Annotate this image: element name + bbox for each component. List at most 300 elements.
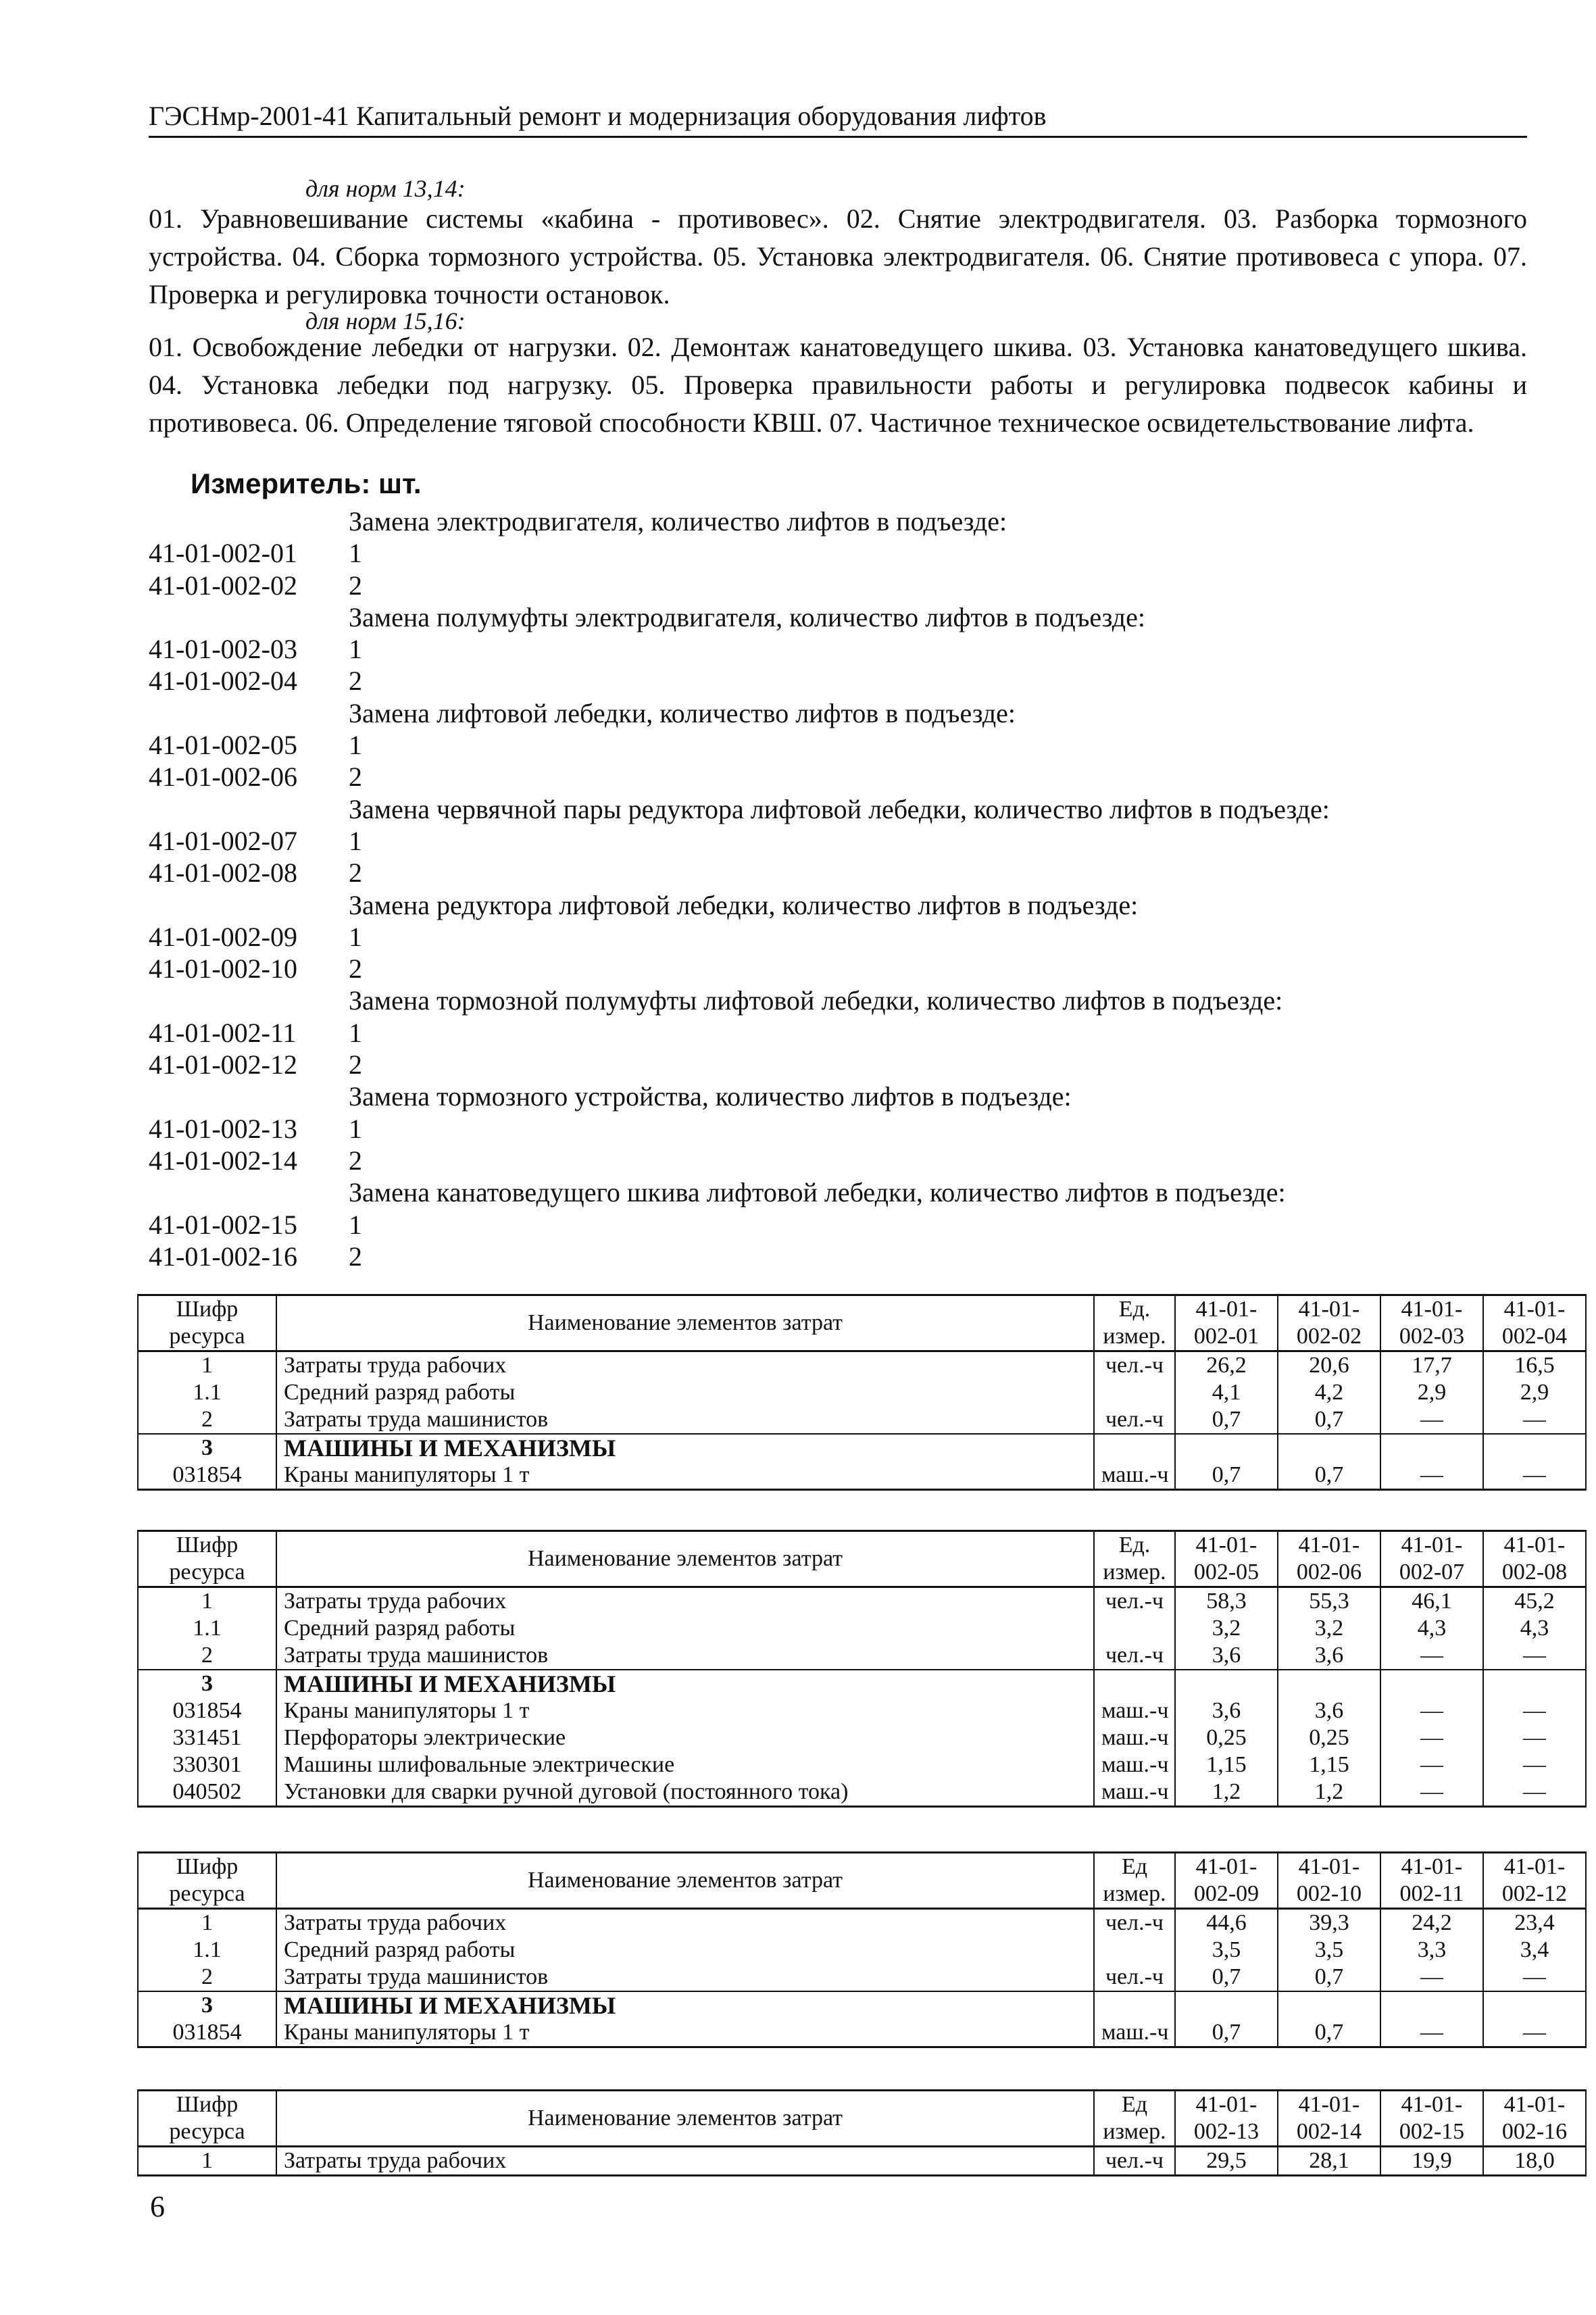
header-norm-code-line1: 41-01- [1503, 1854, 1566, 1879]
norm-code: 41-01-002-13 [149, 1113, 297, 1144]
table-row [138, 1379, 1586, 1406]
header-cost-name: Наименование элементов затрат [276, 2091, 1094, 2147]
header-resource-line2: ресурса [169, 1881, 245, 1906]
header-resource-code [138, 1531, 276, 1587]
cost-name: Краны манипуляторы 1 т [276, 2019, 1094, 2047]
header-norm-code-line1: 41-01- [1195, 2092, 1257, 2117]
header-norm-code-line1: 41-01- [1401, 1297, 1463, 1322]
value-cell: — [1483, 1642, 1586, 1670]
header-norm-code-line2: 002-14 [1296, 2119, 1362, 2144]
header-norm-code [1278, 1531, 1380, 1587]
unit-cell: маш.-ч [1094, 1751, 1175, 1778]
table-row [138, 1462, 1586, 1490]
cost-name: Средний разряд работы [276, 1937, 1094, 1964]
resource-table-09-12 [137, 1851, 1587, 2048]
cost-name: Перфораторы электрические [276, 1724, 1094, 1751]
value-cell [1380, 1991, 1483, 2019]
value-cell: — [1483, 1778, 1586, 1807]
resource-code: 040502 [138, 1778, 276, 1807]
header-norm-code-line1: 41-01- [1298, 1533, 1360, 1558]
code-row [149, 729, 1527, 761]
value-cell: 16,5 [1483, 1351, 1586, 1380]
group-title: Замена редуктора лифтовой лебедки, количество лифтов в подъезде: [349, 889, 1139, 920]
header-norm-code-line1: 41-01- [1503, 1533, 1566, 1558]
header-unit-line1: Ед [1121, 1854, 1148, 1879]
header-norm-code [1483, 1853, 1586, 1909]
value-cell: 23,4 [1483, 1909, 1586, 1937]
resource-code: 1.1 [138, 1937, 276, 1964]
value-cell: — [1483, 1964, 1586, 1991]
value-cell: 0,7 [1175, 2019, 1278, 2047]
value-cell: — [1483, 1697, 1586, 1724]
norm-code: 41-01-002-07 [149, 825, 297, 856]
value-cell: 3,5 [1175, 1937, 1278, 1964]
header-norm-code [1175, 1853, 1278, 1909]
header-cost-name: Наименование элементов затрат [276, 1295, 1094, 1351]
norm-code: 41-01-002-15 [149, 1209, 297, 1240]
value-cell: — [1483, 1724, 1586, 1751]
header-norm-code [1175, 1295, 1278, 1351]
value-cell: 39,3 [1278, 1909, 1380, 1937]
section-name: МАШИНЫ И МЕХАНИЗМЫ [276, 1991, 1094, 2019]
measure-unit: Измеритель: шт. [191, 468, 422, 499]
header-norm-code-line2: 002-01 [1193, 1324, 1260, 1349]
lift-count: 2 [349, 762, 362, 793]
norm-code: 41-01-002-06 [149, 762, 297, 793]
header-resource-line2: ресурса [169, 1560, 245, 1585]
header-norm-code-line2: 002-15 [1399, 2119, 1465, 2144]
group-title: Замена канатоведущего шкива лифтовой лебедки, количество лифтов в подъезде: [349, 1177, 1286, 1208]
resource-code: 2 [138, 1406, 276, 1434]
value-cell: 3,4 [1483, 1937, 1586, 1964]
value-cell: — [1380, 1406, 1483, 1434]
code-row [149, 1049, 1527, 1080]
value-cell: 3,6 [1278, 1697, 1380, 1724]
section-row [138, 1434, 1586, 1462]
unit-cell: маш.-ч [1094, 2019, 1175, 2047]
norm-code: 41-01-002-10 [149, 953, 297, 985]
code-row [149, 633, 1527, 665]
table-row [138, 1351, 1586, 1380]
resource-table-01-04 [137, 1294, 1587, 1491]
value-cell: 29,5 [1175, 2147, 1278, 2176]
header-norm-code-line2: 002-16 [1501, 2119, 1568, 2144]
value-cell: 55,3 [1278, 1587, 1380, 1616]
value-cell: 45,2 [1483, 1587, 1586, 1616]
value-cell [1483, 1434, 1586, 1462]
header-unit [1094, 1531, 1175, 1587]
value-cell: 0,7 [1278, 2019, 1380, 2047]
unit-cell: чел.-ч [1094, 2147, 1175, 2176]
table-header-row [138, 2091, 1586, 2147]
unit-cell: маш.-ч [1094, 1724, 1175, 1751]
value-cell: 0,7 [1278, 1964, 1380, 1991]
header-resource-code [138, 2091, 276, 2147]
header-cost-name: Наименование элементов затрат [276, 1531, 1094, 1587]
group-title: Замена тормозной полумуфты лифтовой лебедки, количество лифтов в подъезде: [349, 985, 1283, 1016]
work-description-15-16: 01. Освобождение лебедки от нагрузки. 02. Демонтаж канатоведущего шкива. 03. Установка канатоведущего шкива. 04. Установка лебедки под нагрузку. 05. Проверка правильности работы и регулировка подвесок кабины и противовеса. 06. Определение тяговой способности КВШ. 07. Частичное техническое освидетельствование лифта. [149, 332, 1527, 438]
header-norm-code [1483, 2091, 1586, 2147]
unit-cell: чел.-ч [1094, 1587, 1175, 1616]
value-cell [1380, 1670, 1483, 1697]
norm-code: 41-01-002-04 [149, 666, 297, 697]
header-norm-code [1175, 1531, 1278, 1587]
header-norm-code [1278, 2091, 1380, 2147]
table-row [138, 1964, 1586, 1991]
page-header: ГЭСНмр-2001-41 Капитальный ремонт и модернизация оборудования лифтов [149, 100, 1527, 138]
resource-code: 1.1 [138, 1615, 276, 1642]
cost-name: Затраты труда машинистов [276, 1964, 1094, 1991]
header-resource-code [138, 1853, 276, 1909]
norm-code: 41-01-002-08 [149, 857, 297, 889]
header-norm-code-line2: 002-05 [1193, 1560, 1260, 1585]
resource-code: 3 [138, 1670, 276, 1697]
norm-code: 41-01-002-09 [149, 921, 297, 952]
value-cell: 3,6 [1175, 1642, 1278, 1670]
header-norm-code-line2: 002-08 [1501, 1560, 1568, 1585]
value-cell: 3,6 [1278, 1642, 1380, 1670]
section-name: МАШИНЫ И МЕХАНИЗМЫ [276, 1434, 1094, 1462]
cost-name: Затраты труда машинистов [276, 1406, 1094, 1434]
cost-name: Средний разряд работы [276, 1615, 1094, 1642]
header-resource-line2: ресурса [169, 1324, 245, 1349]
unit-cell [1094, 1434, 1175, 1462]
value-cell: — [1483, 1406, 1586, 1434]
norm-code: 41-01-002-16 [149, 1241, 297, 1272]
header-norm-code-line2: 002-13 [1193, 2119, 1260, 2144]
header-norm-code [1380, 2091, 1483, 2147]
value-cell: 24,2 [1380, 1909, 1483, 1937]
lift-count: 2 [349, 666, 362, 697]
code-row [149, 537, 1527, 569]
header-norm-code-line2: 002-09 [1193, 1881, 1260, 1906]
value-cell: 0,7 [1278, 1406, 1380, 1434]
header-norm-code-line1: 41-01- [1195, 1297, 1257, 1322]
unit-cell: маш.-ч [1094, 1697, 1175, 1724]
header-norm-code [1380, 1531, 1483, 1587]
norms-note-13-14: для норм 13,14: [305, 175, 466, 202]
header-norm-code-line1: 41-01- [1401, 2092, 1463, 2117]
table-row [138, 1697, 1586, 1724]
value-cell: — [1380, 1964, 1483, 1991]
table-row [138, 1724, 1586, 1751]
value-cell: — [1380, 1724, 1483, 1751]
group-title: Замена червячной пары редуктора лифтовой лебедки, количество лифтов в подъезде: [349, 793, 1330, 824]
value-cell: 2,9 [1483, 1379, 1586, 1406]
code-row [149, 1017, 1527, 1049]
lift-count: 2 [349, 857, 362, 889]
page-number: 6 [150, 2190, 165, 2223]
unit-cell [1094, 1670, 1175, 1697]
value-cell: 3,5 [1278, 1937, 1380, 1964]
resource-code: 2 [138, 1642, 276, 1670]
header-norm-code-line2: 002-07 [1399, 1560, 1465, 1585]
unit-cell: чел.-ч [1094, 1642, 1175, 1670]
value-cell: — [1380, 1778, 1483, 1807]
value-cell: — [1380, 1462, 1483, 1490]
value-cell [1380, 1434, 1483, 1462]
lift-count: 1 [349, 1017, 362, 1048]
header-norm-code-line2: 002-06 [1296, 1560, 1362, 1585]
table-row [138, 1406, 1586, 1434]
header-norm-code-line2: 002-11 [1399, 1881, 1464, 1906]
unit-cell: чел.-ч [1094, 1909, 1175, 1937]
value-cell: 17,7 [1380, 1351, 1483, 1380]
value-cell: 4,3 [1380, 1615, 1483, 1642]
value-cell: — [1380, 2019, 1483, 2047]
value-cell: — [1380, 1642, 1483, 1670]
value-cell: 0,7 [1175, 1964, 1278, 1991]
value-cell [1175, 1670, 1278, 1697]
code-row [149, 857, 1527, 889]
header-unit-line1: Ед. [1118, 1297, 1151, 1322]
value-cell: — [1483, 2019, 1586, 2047]
resource-table-05-08 [137, 1530, 1587, 1808]
section-row [138, 1670, 1586, 1697]
unit-cell [1094, 1991, 1175, 2019]
resource-table-13-16 [137, 2089, 1587, 2176]
lift-count: 1 [349, 825, 362, 856]
header-norm-code-line1: 41-01- [1298, 1297, 1360, 1322]
value-cell: 4,3 [1483, 1615, 1586, 1642]
resource-code: 330301 [138, 1751, 276, 1778]
table-header-row [138, 1853, 1586, 1909]
header-norm-code [1380, 1853, 1483, 1909]
table-row [138, 1615, 1586, 1642]
value-cell: 1,15 [1278, 1751, 1380, 1778]
table-header-row [138, 1531, 1586, 1587]
header-resource-line1: Шифр [176, 1854, 239, 1879]
value-cell: 3,2 [1278, 1615, 1380, 1642]
cost-name: Затраты труда рабочих [276, 1909, 1094, 1937]
header-norm-code [1483, 1531, 1586, 1587]
header-norm-code-line2: 002-10 [1296, 1881, 1362, 1906]
header-resource-code [138, 1295, 276, 1351]
header-resource-line1: Шифр [176, 1533, 239, 1558]
header-norm-code [1278, 1295, 1380, 1351]
value-cell: — [1483, 1751, 1586, 1778]
header-resource-line1: Шифр [176, 2092, 239, 2117]
lift-count: 2 [349, 1145, 362, 1176]
table-row [138, 1909, 1586, 1937]
value-cell: 1,2 [1278, 1778, 1380, 1807]
lift-count: 1 [349, 730, 362, 761]
norm-code: 41-01-002-01 [149, 538, 297, 569]
header-norm-code-line2: 002-02 [1296, 1324, 1362, 1349]
resource-code: 1 [138, 2147, 276, 2176]
header-unit-line2: измер. [1103, 1560, 1166, 1585]
value-cell: — [1483, 1462, 1586, 1490]
cost-name: Затраты труда рабочих [276, 1587, 1094, 1616]
header-norm-code-line1: 41-01- [1195, 1854, 1257, 1879]
header-unit-line2: измер. [1103, 1881, 1166, 1906]
header-norm-code-line2: 002-04 [1501, 1324, 1568, 1349]
value-cell: 46,1 [1380, 1587, 1483, 1616]
code-row [149, 665, 1527, 697]
unit-cell: чел.-ч [1094, 1351, 1175, 1380]
code-row [149, 1209, 1527, 1241]
table-row [138, 2019, 1586, 2047]
value-cell [1483, 1670, 1586, 1697]
work-description-13-14: 01. Уравновешивание системы «кабина - противовес». 02. Снятие электродвигателя. 03. Разборка тормозного устройства. 04. Сборка тормозного устройства. 05. Установка электродвигателя. 06. Снятие противовеса с упора. 07. Проверка и регулировка точности остановок. [149, 203, 1527, 309]
header-norm-code-line1: 41-01- [1503, 1297, 1566, 1322]
header-norm-code-line1: 41-01- [1298, 2092, 1360, 2117]
header-norm-code [1483, 1295, 1586, 1351]
resource-code: 1.1 [138, 1379, 276, 1406]
resource-code: 331451 [138, 1724, 276, 1751]
lift-count: 1 [349, 1209, 362, 1240]
value-cell: 0,7 [1175, 1406, 1278, 1434]
code-row [149, 761, 1527, 793]
resource-code: 2 [138, 1964, 276, 1991]
header-norm-code-line1: 41-01- [1401, 1854, 1463, 1879]
unit-cell [1094, 1615, 1175, 1642]
group-title: Замена электродвигателя, количество лифтов в подъезде: [349, 506, 1007, 537]
value-cell: 58,3 [1175, 1587, 1278, 1616]
cost-name: Средний разряд работы [276, 1379, 1094, 1406]
value-cell: 20,6 [1278, 1351, 1380, 1380]
lift-count: 1 [349, 538, 362, 569]
header-norm-code-line1: 41-01- [1298, 1854, 1360, 1879]
resource-code: 031854 [138, 1462, 276, 1490]
norm-code: 41-01-002-03 [149, 634, 297, 665]
header-norm-code-line1: 41-01- [1503, 2092, 1566, 2117]
header-norm-code [1380, 1295, 1483, 1351]
code-row [149, 570, 1527, 601]
value-cell: 0,7 [1278, 1462, 1380, 1490]
cost-name: Краны манипуляторы 1 т [276, 1462, 1094, 1490]
resource-code: 1 [138, 1587, 276, 1616]
value-cell: 28,1 [1278, 2147, 1380, 2176]
value-cell: 19,9 [1380, 2147, 1483, 2176]
resource-code: 1 [138, 1909, 276, 1937]
header-unit-line1: Ед [1121, 2092, 1148, 2117]
value-cell: 26,2 [1175, 1351, 1278, 1380]
norm-code: 41-01-002-12 [149, 1049, 297, 1080]
value-cell [1278, 1991, 1380, 2019]
header-norm-code-line2: 002-12 [1501, 1881, 1568, 1906]
header-cost-name: Наименование элементов затрат [276, 1853, 1094, 1909]
value-cell [1175, 1434, 1278, 1462]
code-row [149, 1241, 1527, 1272]
table-row [138, 1751, 1586, 1778]
resource-code: 1 [138, 1351, 276, 1380]
header-norm-code-line1: 41-01- [1195, 1533, 1257, 1558]
value-cell: 0,25 [1175, 1724, 1278, 1751]
value-cell [1278, 1434, 1380, 1462]
lift-count: 1 [349, 634, 362, 665]
table-row [138, 1642, 1586, 1670]
header-unit [1094, 2091, 1175, 2147]
value-cell: 18,0 [1483, 2147, 1586, 2176]
resource-code: 031854 [138, 2019, 276, 2047]
header-unit-line1: Ед. [1118, 1533, 1151, 1558]
norms-note-15-16: для норм 15,16: [305, 307, 466, 334]
cost-name: Установки для сварки ручной дуговой (постоянного тока) [276, 1778, 1094, 1807]
lift-count: 2 [349, 1241, 362, 1272]
header-unit [1094, 1853, 1175, 1909]
lift-count: 1 [349, 1113, 362, 1144]
value-cell: 44,6 [1175, 1909, 1278, 1937]
value-cell: 3,2 [1175, 1615, 1278, 1642]
table-row [138, 1778, 1586, 1807]
value-cell: 4,1 [1175, 1379, 1278, 1406]
code-row [149, 921, 1527, 953]
value-cell: 0,25 [1278, 1724, 1380, 1751]
unit-cell [1094, 1379, 1175, 1406]
table-row [138, 1937, 1586, 1964]
lift-count: 1 [349, 921, 362, 952]
header-norm-code [1175, 2091, 1278, 2147]
norm-code: 41-01-002-11 [149, 1017, 297, 1048]
code-row [149, 953, 1527, 985]
table-row [138, 2147, 1586, 2176]
header-norm-code-line1: 41-01- [1401, 1533, 1463, 1558]
section-name: МАШИНЫ И МЕХАНИЗМЫ [276, 1670, 1094, 1697]
unit-cell: чел.-ч [1094, 1406, 1175, 1434]
value-cell: 0,7 [1175, 1462, 1278, 1490]
value-cell [1175, 1991, 1278, 2019]
unit-cell: маш.-ч [1094, 1462, 1175, 1490]
norm-code: 41-01-002-05 [149, 730, 297, 761]
value-cell: 3,3 [1380, 1937, 1483, 1964]
group-title: Замена тормозного устройства, количество лифтов в подъезде: [349, 1081, 1072, 1112]
norm-code: 41-01-002-14 [149, 1145, 297, 1176]
cost-name: Затраты труда рабочих [276, 2147, 1094, 2176]
header-unit-line2: измер. [1103, 2119, 1166, 2144]
value-cell: 3,6 [1175, 1697, 1278, 1724]
norm-codes-list [149, 505, 1527, 1272]
code-row [149, 1145, 1527, 1176]
resource-code: 3 [138, 1434, 276, 1462]
value-cell: 2,9 [1380, 1379, 1483, 1406]
resource-code: 3 [138, 1991, 276, 2019]
cost-name: Краны манипуляторы 1 т [276, 1697, 1094, 1724]
resource-code: 031854 [138, 1697, 276, 1724]
lift-count: 2 [349, 570, 362, 601]
table-row [138, 1587, 1586, 1616]
value-cell: — [1380, 1697, 1483, 1724]
header-norm-code-line2: 002-03 [1399, 1324, 1465, 1349]
unit-cell: маш.-ч [1094, 1778, 1175, 1807]
header-resource-line2: ресурса [169, 2119, 245, 2144]
lift-count: 2 [349, 1049, 362, 1080]
norm-code: 41-01-002-02 [149, 570, 297, 601]
header-norm-code [1278, 1853, 1380, 1909]
group-title: Замена полумуфты электродвигателя, количество лифтов в подъезде: [349, 601, 1145, 632]
value-cell [1278, 1670, 1380, 1697]
group-title: Замена лифтовой лебедки, количество лифтов в подъезде: [349, 697, 1016, 728]
code-row [149, 825, 1527, 857]
unit-cell: чел.-ч [1094, 1964, 1175, 1991]
cost-name: Машины шлифовальные электрические [276, 1751, 1094, 1778]
lift-count: 2 [349, 953, 362, 985]
value-cell: — [1380, 1751, 1483, 1778]
value-cell [1483, 1991, 1586, 2019]
table-header-row [138, 1295, 1586, 1351]
unit-cell [1094, 1937, 1175, 1964]
cost-name: Затраты труда машинистов [276, 1642, 1094, 1670]
header-unit [1094, 1295, 1175, 1351]
header-resource-line1: Шифр [176, 1297, 239, 1322]
header-unit-line2: измер. [1103, 1324, 1166, 1349]
cost-name: Затраты труда рабочих [276, 1351, 1094, 1380]
value-cell: 4,2 [1278, 1379, 1380, 1406]
value-cell: 1,2 [1175, 1778, 1278, 1807]
code-row [149, 1113, 1527, 1145]
value-cell: 1,15 [1175, 1751, 1278, 1778]
section-row [138, 1991, 1586, 2019]
